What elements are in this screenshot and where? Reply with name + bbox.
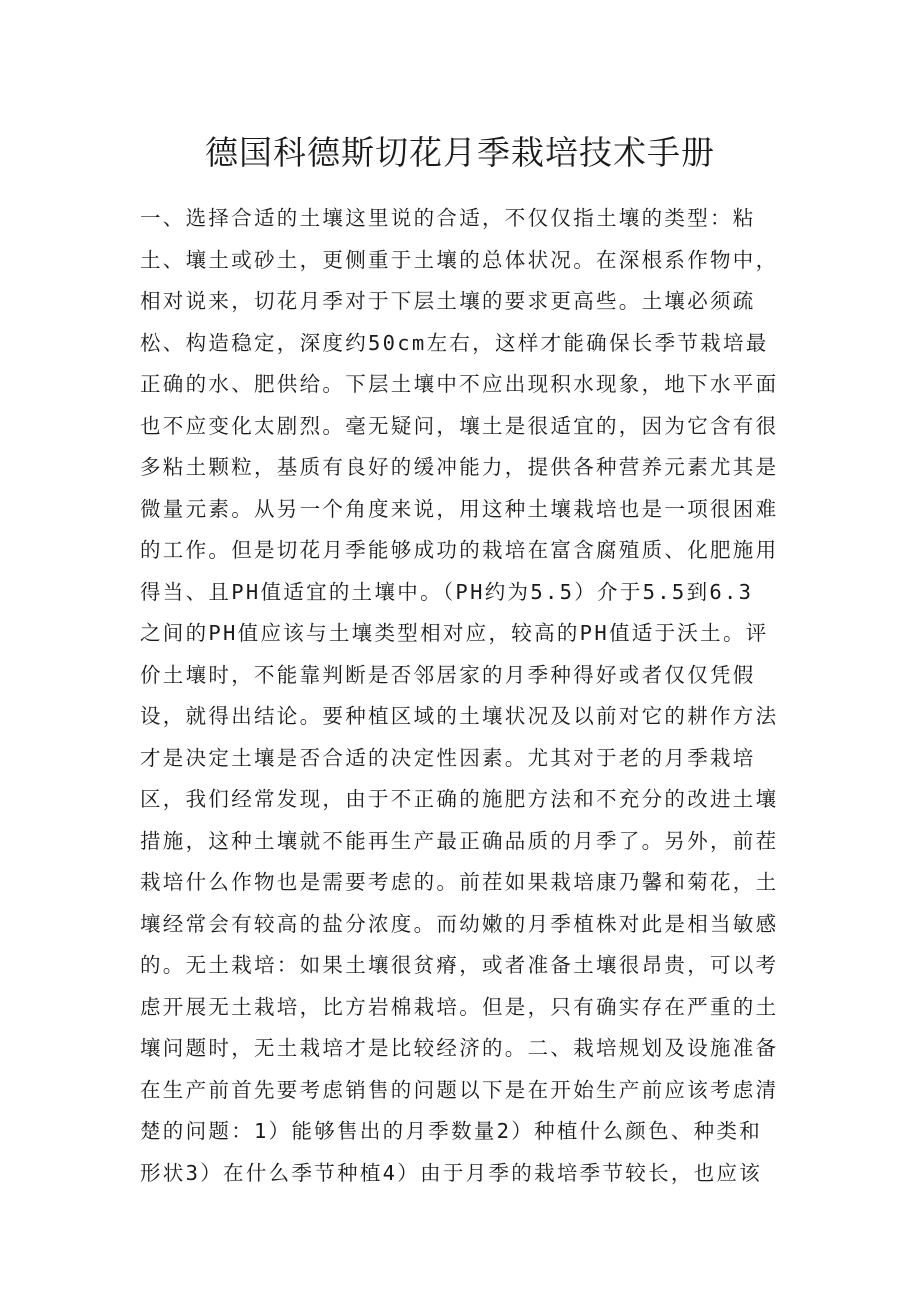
body-line: 得当、且PH值适宜的土壤中。（PH约为5.5）介于5.5到6.3 <box>140 579 754 604</box>
body-line: 措施，这种土壤就不能再生产最正确品质的月季了。另外，前茬 <box>140 828 779 853</box>
body-line: 形状3）在什么季节种植4）由于月季的栽培季节较长，也应该 <box>140 1160 763 1185</box>
body-line: 松、构造稳定，深度约50cm左右，这样才能确保长季节栽培最 <box>140 330 769 355</box>
body-line: 相对说来，切花月季对于下层土壤的要求更高些。土壤必须疏 <box>140 289 756 313</box>
body-line: 栽培什么作物也是需要考虑的。前茬如果栽培康乃馨和菊花，土 <box>140 870 779 894</box>
body-line: 之间的PH值应该与土壤类型相对应，较高的PH值适于沃土。评 <box>140 621 769 645</box>
body-line: 壤经常会有较高的盐分浓度。而幼嫩的月季植株对此是相当敏感 <box>140 911 779 936</box>
body-line: 微量元素。从另一个角度来说，用这种土壤栽培也是一项很困难 <box>140 496 779 521</box>
body-line: 土、壤土或砂土，更侧重于土壤的总体状况。在深根系作物中， <box>140 247 779 272</box>
body-line: 的。无土栽培：如果土壤很贫瘠，或者准备土壤很昂贵，可以考 <box>140 953 779 977</box>
body-line: 的工作。但是切花月季能够成功的栽培在富含腐殖质、化肥施用 <box>140 538 779 562</box>
body-line: 才是决定土壤是否合适的决定性因素。尤其对于老的月季栽培 <box>140 745 756 770</box>
body-line: 正确的水、肥供给。下层土壤中不应出现积水现象，地下水平面 <box>140 372 779 396</box>
body-line: 设，就得出结论。要种植区域的土壤状况及以前对它的耕作方法 <box>140 704 779 728</box>
body-line: 壤问题时，无土栽培才是比较经济的。二、栽培规划及设施准备 <box>140 1036 779 1060</box>
document-title: 德国科德斯切花月季栽培技术手册 <box>205 133 715 172</box>
body-line: 也不应变化太剧烈。毫无疑问，壤土是很适宜的，因为它含有很 <box>140 413 779 438</box>
body-line: 在生产前首先要考虑销售的问题以下是在开始生产前应该考虑清 <box>140 1077 779 1102</box>
body-line: 价土壤时，不能靠判断是否邻居家的月季种得好或者仅仅凭假 <box>140 662 756 687</box>
document-body <box>140 198 790 1194</box>
body-line: 多粘土颗粒，基质有良好的缓冲能力，提供各种营养元素尤其是 <box>140 455 779 479</box>
body-line: 一、选择合适的土壤这里说的合适，不仅仅指土壤的类型：粘 <box>140 206 756 230</box>
body-line: 楚的问题：1）能够售出的月季数量2）种植什么颜色、种类和 <box>140 1119 763 1143</box>
body-line: 虑开展无土栽培，比方岩棉栽培。但是，只有确实存在严重的土 <box>140 994 779 1019</box>
body-line: 区，我们经常发现，由于不正确的施肥方法和不充分的改进土壤 <box>140 787 779 811</box>
